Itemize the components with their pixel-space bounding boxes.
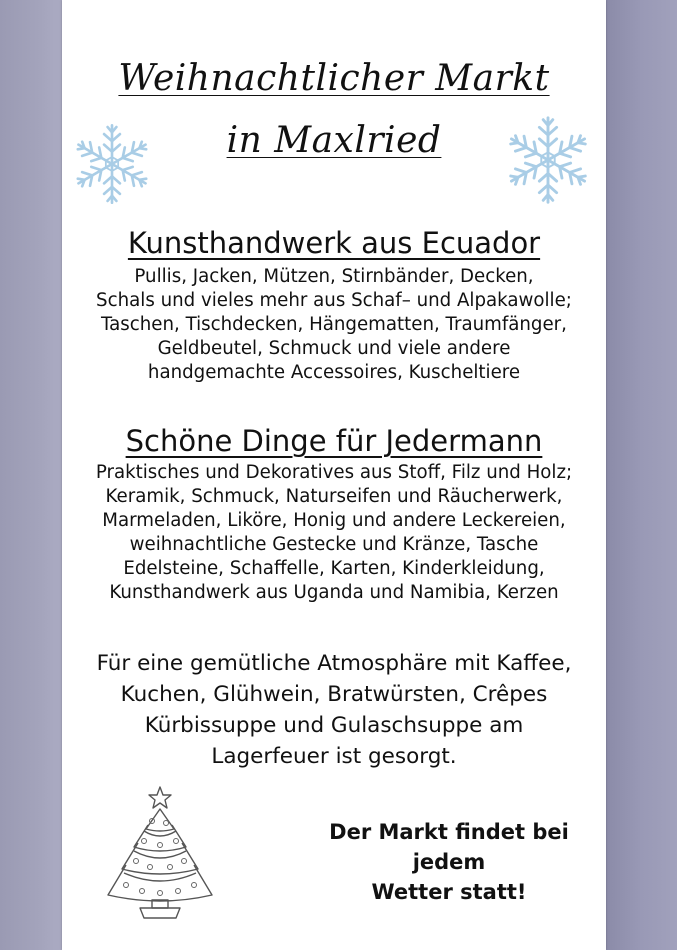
- section-text-jedermann: [62, 461, 606, 605]
- text-line: Taschen, Tischdecken, Hängematten, Traumfänger,: [101, 314, 567, 335]
- text-line: Pullis, Jacken, Mützen, Stirnbänder, Decken,: [134, 266, 534, 287]
- title-line-1: Weihnachtlicher Markt: [118, 58, 550, 99]
- text-line: Schals und vieles mehr aus Schaf– und Alpakawolle;: [96, 290, 572, 311]
- text-line: Lagerfeuer ist gesorgt.: [211, 744, 457, 769]
- section-text-ecuador: [62, 265, 606, 385]
- atmosphere-paragraph: [62, 648, 606, 772]
- section-heading-ecuador: Kunsthandwerk aus Ecuador: [127, 226, 541, 260]
- text-line: Wetter statt!: [371, 880, 527, 904]
- weather-note: [304, 817, 594, 907]
- christmas-tree-icon: [100, 785, 220, 920]
- text-line: Kuchen, Glühwein, Bratwürsten, Crêpes: [120, 682, 548, 707]
- text-line: weihnachtliche Gestecke und Kränze, Tasche: [129, 534, 539, 555]
- text-line: Der Markt findet bei: [329, 820, 569, 844]
- text-line: jedem: [412, 850, 486, 874]
- text-line: Praktisches und Dekoratives aus Stoff, Filz und Holz;: [95, 462, 573, 483]
- text-line: Geldbeutel, Schmuck und viele andere: [157, 338, 511, 359]
- text-line: Marmeladen, Liköre, Honig und andere Leckereien,: [102, 510, 566, 531]
- background-band-right: [606, 0, 677, 950]
- text-line: Keramik, Schmuck, Naturseifen und Räucherwerk,: [105, 486, 563, 507]
- text-line: Für eine gemütliche Atmosphäre mit Kaffee,: [96, 651, 572, 676]
- title-line-2: in Maxlried: [226, 120, 442, 161]
- snowflake-icon: [68, 120, 156, 208]
- snowflake-icon: [500, 112, 596, 208]
- text-line: Kürbissuppe und Gulaschsuppe am: [144, 713, 524, 738]
- section-heading-jedermann: Schöne Dinge für Jedermann: [125, 424, 543, 458]
- poster-page: [62, 0, 606, 950]
- text-line: handgemachte Accessoires, Kuscheltiere: [147, 362, 521, 383]
- text-line: Edelsteine, Schaffelle, Karten, Kinderkleidung,: [123, 558, 545, 579]
- text-line: Kunsthandwerk aus Uganda und Namibia, Kerzen: [109, 582, 559, 603]
